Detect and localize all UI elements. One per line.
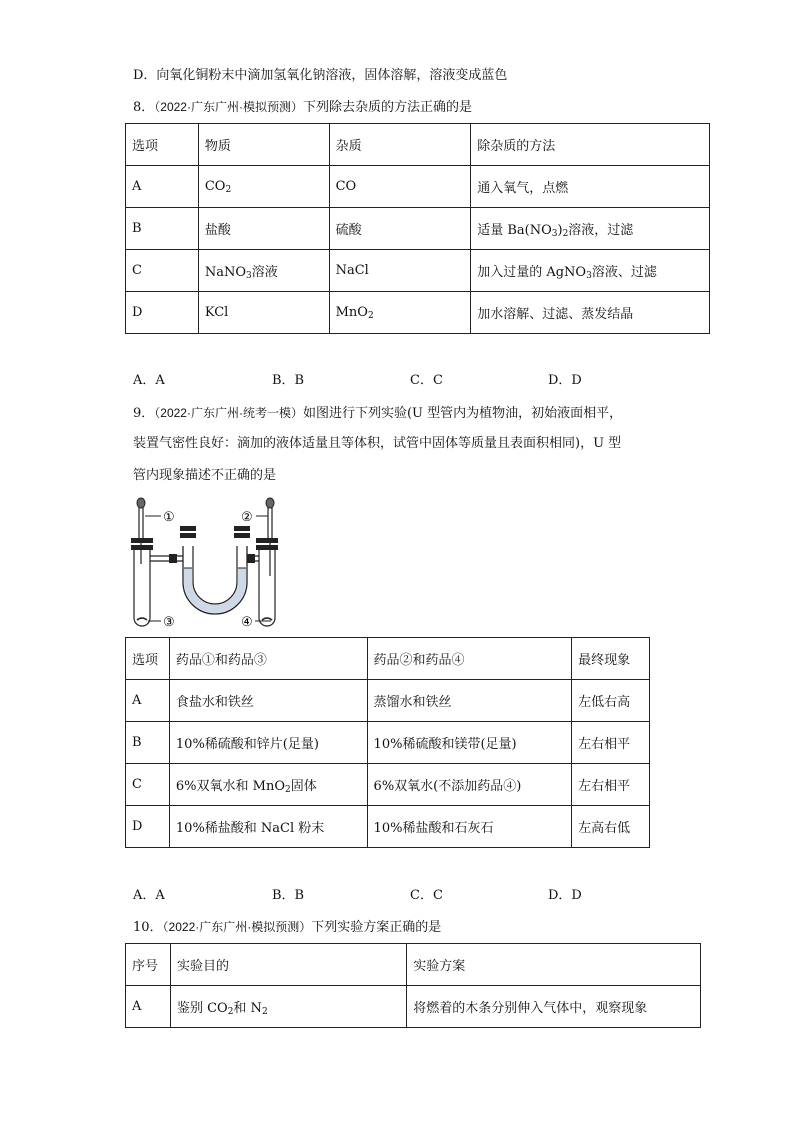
cell-text: KCl [204, 305, 229, 320]
q9-stem-line1 [133, 403, 622, 424]
table-cell [572, 764, 650, 806]
subscript: 2 [227, 1007, 234, 1017]
cell-text: 6%双氧水和 MnO [175, 779, 286, 794]
table-cell [329, 166, 471, 208]
table-cell [169, 806, 367, 848]
cell-text: C [132, 263, 142, 278]
table-cell [126, 806, 170, 848]
cell-text: D [132, 819, 143, 834]
header-cell: 最终现象 [572, 638, 650, 680]
table-cell [572, 680, 650, 722]
cell-text: 加入过量的 AgNO [477, 265, 587, 280]
cell-text: 10%稀硫酸和镁带(足量) [373, 737, 517, 752]
q9-number: 9． [133, 406, 155, 421]
cell-text: B [132, 221, 142, 236]
table-row [126, 722, 650, 764]
header-cell: 选项 [126, 638, 170, 680]
subscript: 2 [261, 1007, 268, 1017]
cell-text: D [132, 305, 143, 320]
subscript: 3 [551, 229, 558, 239]
table-cell [572, 806, 650, 848]
q8-option-c[interactable]: C．C [410, 373, 443, 388]
table-cell [126, 250, 199, 292]
table-cell [126, 986, 171, 1028]
subscript: 3 [586, 271, 592, 281]
header-cell: 实验目的 [170, 944, 406, 986]
diagram-label-2: ② [241, 510, 253, 525]
subscript: 3 [246, 271, 252, 281]
cell-text: 6%双氧水(不添加药品④) [373, 779, 522, 794]
cell-text: A [132, 693, 142, 708]
header-cell: 杂质 [329, 124, 471, 166]
q10-stem [133, 917, 441, 938]
cell-text: 左高右低 [578, 821, 631, 836]
cell-text: 溶液，过滤 [568, 223, 634, 238]
q8-stem [133, 97, 472, 118]
cell-text: 10%稀硫酸和锌片(足量) [175, 737, 319, 752]
table-row [126, 806, 650, 848]
q9-table [125, 637, 650, 848]
table-cell [126, 166, 199, 208]
cell-text: 鉴别 CO [176, 1001, 228, 1016]
u-tube-apparatus-diagram [125, 494, 295, 634]
cell-text: 蒸馏水和铁丝 [373, 695, 452, 710]
table-cell [572, 722, 650, 764]
cell-text: 左右相平 [578, 779, 631, 794]
table-cell [126, 292, 199, 334]
q7-option-d: D．向氧化铜粉末中滴加氢氧化钠溶液，固体溶解，溶液变成蓝色 [133, 68, 508, 83]
q10-text: 下列实验方案正确的是 [311, 920, 442, 935]
table-cell [471, 166, 710, 208]
q9-text-1: 如图进行下列实验(U 型管内为植物油，初始液面相平， [302, 406, 623, 421]
cell-text: 溶液 [251, 265, 278, 280]
header-cell: 药品②和药品④ [367, 638, 572, 680]
q9-stem-line3: 管内现象描述不正确的是 [133, 468, 277, 483]
subscript: 2 [562, 229, 569, 239]
cell-text: 将燃着的木条分别伸入气体中，观察现象 [413, 1001, 648, 1016]
table-cell [169, 722, 367, 764]
q8-options [133, 371, 633, 391]
table-cell [471, 250, 710, 292]
cell-text: C [132, 777, 142, 792]
table-cell [471, 208, 710, 250]
cell-text: 10%稀盐酸和石灰石 [373, 821, 494, 836]
q9-option-b[interactable]: B．B [272, 888, 305, 903]
cell-text: 食盐水和铁丝 [175, 695, 254, 710]
q8-option-b[interactable]: B．B [272, 373, 305, 388]
table-cell [126, 764, 170, 806]
cell-text: 固体 [290, 779, 317, 794]
q9-options [133, 886, 633, 906]
q10-number: 10． [133, 920, 163, 935]
table-row [126, 208, 710, 250]
q8-option-a[interactable]: A．A [133, 373, 165, 388]
cell-text: CO [335, 179, 357, 194]
header-cell: 实验方案 [407, 944, 701, 986]
table-cell [198, 208, 329, 250]
table-row [126, 680, 650, 722]
q9-option-c[interactable]: C．C [410, 888, 443, 903]
header-row [126, 638, 650, 680]
q10-table [125, 943, 701, 1028]
q10-source: （2022·广东广州·模拟预测） [162, 920, 312, 934]
table-row [126, 250, 710, 292]
table-cell [170, 986, 406, 1028]
table-cell [367, 722, 572, 764]
cell-text: A [132, 179, 142, 194]
table-cell [471, 292, 710, 334]
header-cell: 除杂质的方法 [471, 124, 710, 166]
table-cell [407, 986, 701, 1028]
q9-option-a[interactable]: A．A [133, 888, 165, 903]
table-cell [367, 806, 572, 848]
q8-number: 8． [133, 100, 155, 115]
header-row [126, 944, 701, 986]
header-cell: 序号 [126, 944, 171, 986]
diagram-label-4: ④ [241, 615, 253, 630]
diagram-label-3: ③ [163, 615, 175, 630]
cell-text: 适量 Ba(NO [477, 223, 552, 238]
q9-stem-line2: 装置气密性良好：滴加的液体适量且等体积，试管中固体等质量且表面积相同)，U 型 [133, 436, 622, 451]
q8-table-body [126, 124, 710, 334]
table-cell [126, 680, 170, 722]
q8-text: 下列除去杂质的方法正确的是 [302, 100, 472, 115]
cell-text: 盐酸 [204, 223, 231, 238]
table-cell [198, 250, 329, 292]
cell-text: 和 N [233, 1001, 262, 1016]
header-row [126, 124, 710, 166]
header-cell: 药品①和药品③ [169, 638, 367, 680]
header-cell: 选项 [126, 124, 199, 166]
table-row [126, 986, 701, 1028]
table-row [126, 764, 650, 806]
q8-table [125, 123, 710, 334]
cell-text: 通入氧气，点燃 [477, 181, 569, 196]
cell-text: CO [204, 179, 226, 194]
header-cell: 物质 [198, 124, 329, 166]
table-cell [329, 208, 471, 250]
q9-option-d[interactable]: D．D [548, 888, 582, 903]
subscript: 2 [285, 785, 291, 795]
cell-text: 10%稀盐酸和 NaCl 粉末 [175, 821, 325, 836]
table-row [126, 292, 710, 334]
table-cell [198, 166, 329, 208]
table-cell [126, 722, 170, 764]
cell-text: NaCl [335, 263, 369, 278]
table-cell [169, 680, 367, 722]
cell-text: 左右相平 [578, 737, 631, 752]
cell-text: 硫酸 [335, 223, 362, 238]
cell-text: A [132, 999, 142, 1014]
diagram-label-1: ① [163, 510, 175, 525]
cell-text: NaNO [204, 265, 246, 280]
cell-text: B [132, 735, 142, 750]
table-cell [169, 764, 367, 806]
q10-table-body [126, 944, 701, 1028]
q9-table-body [126, 638, 650, 848]
q8-source: （2022·广东广州·模拟预测） [154, 100, 303, 114]
cell-text: 加水溶解、过滤、蒸发结晶 [477, 307, 634, 322]
cell-text: MnO [335, 305, 368, 320]
cell-text: 溶液、过滤 [591, 265, 657, 280]
table-cell [329, 292, 471, 334]
q9-source: （2022·广东广州·统考一模） [154, 406, 303, 420]
table-row [126, 166, 710, 208]
cell-text: 左低右高 [578, 695, 631, 710]
cell-text: ) [557, 223, 563, 238]
subscript: 2 [225, 185, 232, 195]
q8-option-d[interactable]: D．D [548, 373, 582, 388]
table-cell [329, 250, 471, 292]
table-cell [126, 208, 199, 250]
subscript: 2 [367, 311, 374, 321]
table-cell [367, 680, 572, 722]
table-cell [198, 292, 329, 334]
table-cell [367, 764, 572, 806]
